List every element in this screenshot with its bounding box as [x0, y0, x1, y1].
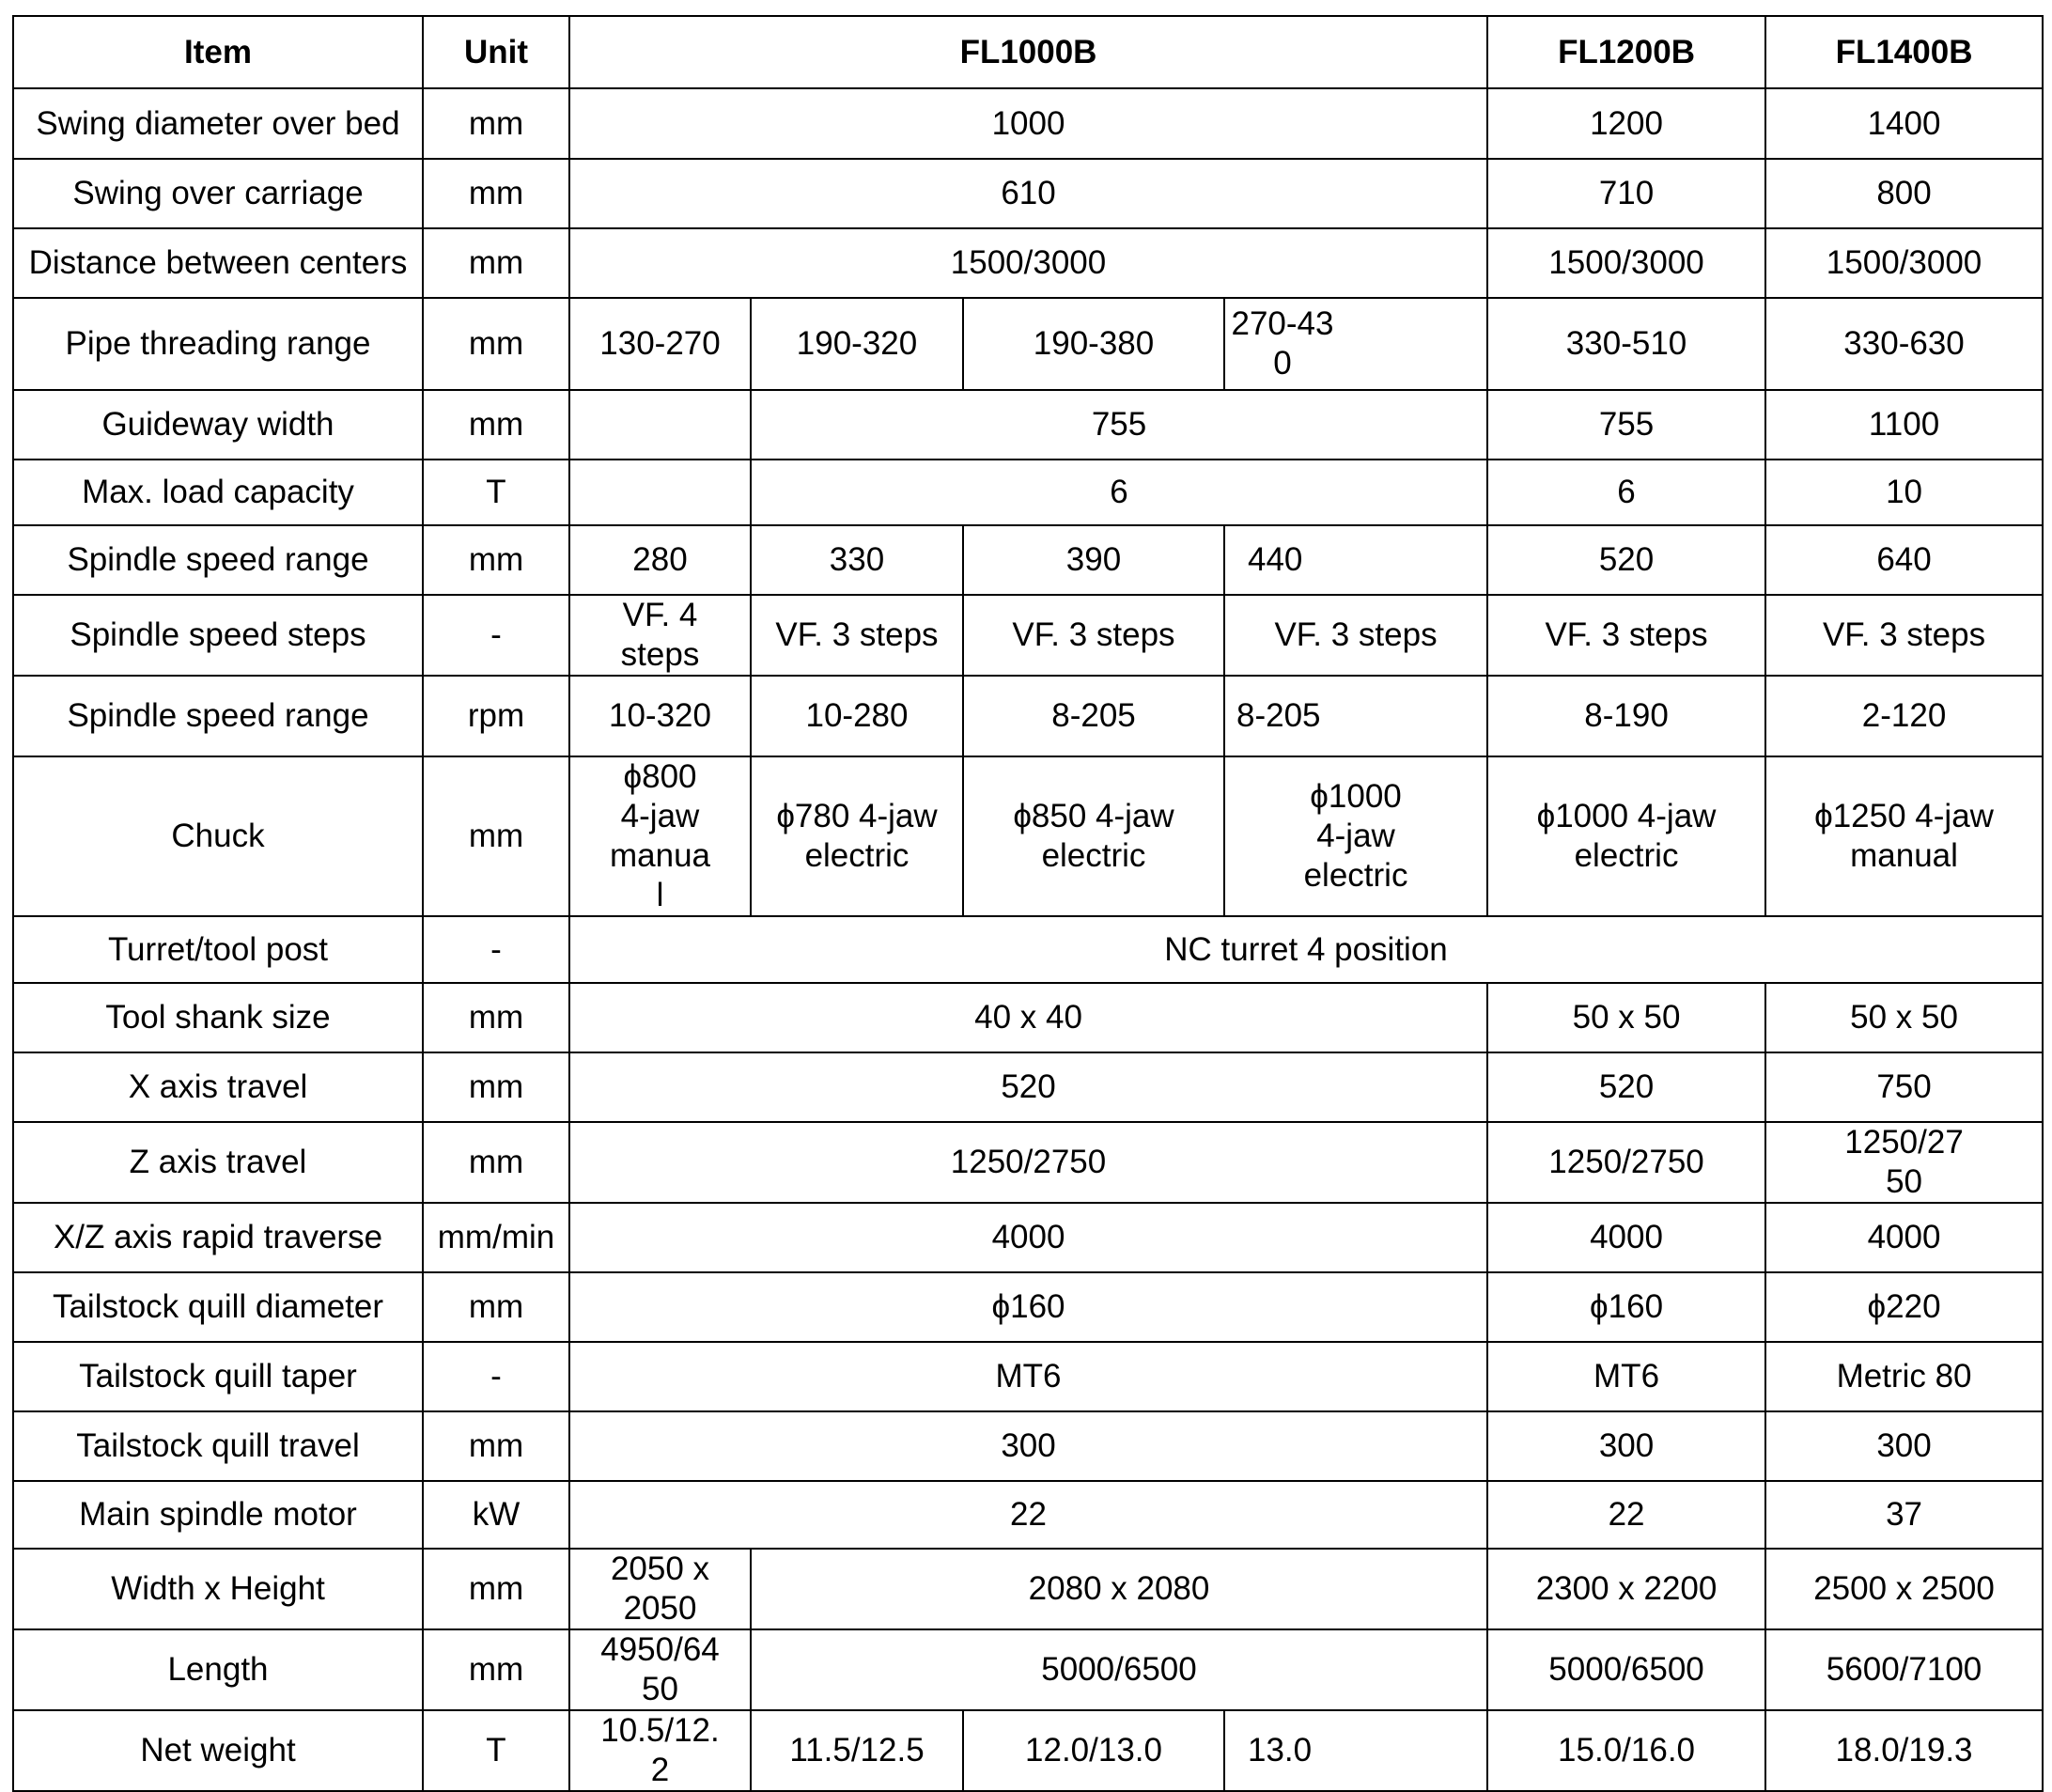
row-item: Turret/tool post: [13, 916, 423, 983]
row-item: Spindle speed range: [13, 525, 423, 595]
cell-fl1000b-variant-3: VF. 3 steps: [963, 595, 1224, 676]
cell-fl1200b: 520: [1487, 1052, 1765, 1122]
cell-fl1000b-variant-1: [569, 1549, 751, 1629]
row-item: Pipe threading range: [13, 298, 423, 390]
row-item: X axis travel: [13, 1052, 423, 1122]
row-unit: T: [423, 1710, 569, 1791]
cell-fl1200b: 4000: [1487, 1203, 1765, 1272]
cell-fl1200b: 520: [1487, 525, 1765, 595]
cell-fl1000b-variant-1: [569, 460, 751, 525]
cell-fl1200b: 710: [1487, 159, 1765, 228]
cell-text: ϕ1000 4-jaw electric: [1536, 798, 1717, 874]
cell-text: ϕ850 4-jaw electric: [1013, 798, 1174, 874]
cell-fl1400b: 18.0/19.3: [1765, 1710, 2043, 1791]
cell-fl1400b: 50 x 50: [1765, 983, 2043, 1052]
cell-fl1000b: 4000: [569, 1203, 1487, 1272]
cell-fl1000b-variant-1: 130-270: [569, 298, 751, 390]
row-item: Tailstock quill taper: [13, 1342, 423, 1411]
cell-fl1000b-shared: 6: [751, 460, 1487, 525]
row-item: Tailstock quill diameter: [13, 1272, 423, 1342]
cell-fl1400b: 2500 x 2500: [1765, 1549, 2043, 1629]
cell-fl1000b-variant-4: VF. 3 steps: [1224, 595, 1487, 676]
cell-fl1200b: 755: [1487, 390, 1765, 460]
row-unit: mm: [423, 1122, 569, 1203]
row-unit: mm: [423, 983, 569, 1052]
cell-fl1400b: 330-630: [1765, 298, 2043, 390]
table-row: [13, 1629, 2043, 1710]
cell-fl1000b-variant-3: 8-205: [963, 676, 1224, 756]
row-item: Guideway width: [13, 390, 423, 460]
cell-fl1400b: 750: [1765, 1052, 2043, 1122]
cell-fl1400b: ϕ220: [1765, 1272, 2043, 1342]
row-item: Length: [13, 1629, 423, 1710]
cell-fl1400b: 4000: [1765, 1203, 2043, 1272]
row-unit: mm: [423, 1629, 569, 1710]
cell-fl1200b: 2300 x 2200: [1487, 1549, 1765, 1629]
cell-fl1200b: MT6: [1487, 1342, 1765, 1411]
row-unit: mm: [423, 1272, 569, 1342]
cell-fl1200b: 1500/3000: [1487, 228, 1765, 298]
table-row: [13, 1052, 2043, 1122]
table-row: [13, 390, 2043, 460]
cell-fl1000b-variant-4: [1224, 525, 1487, 595]
row-unit: -: [423, 1342, 569, 1411]
cell-fl1200b: 6: [1487, 460, 1765, 525]
row-unit: mm: [423, 228, 569, 298]
cell-all-models: NC turret 4 position: [569, 916, 2043, 983]
cell-fl1400b: 5600/7100: [1765, 1629, 2043, 1710]
table-row: [13, 525, 2043, 595]
cell-fl1200b: 330-510: [1487, 298, 1765, 390]
table-row: [13, 88, 2043, 159]
cell-text: VF. 4 steps: [620, 597, 700, 673]
cell-fl1000b-variant-1: [569, 1629, 751, 1710]
spec-table: [12, 15, 2044, 1792]
row-item: Spindle speed steps: [13, 595, 423, 676]
cell-fl1200b: 300: [1487, 1411, 1765, 1481]
cell-fl1400b: 800: [1765, 159, 2043, 228]
cell-fl1200b: 5000/6500: [1487, 1629, 1765, 1710]
cell-fl1000b: 1500/3000: [569, 228, 1487, 298]
row-item: Swing diameter over bed: [13, 88, 423, 159]
cell-fl1400b: 1100: [1765, 390, 2043, 460]
cell-fl1000b-variant-2: [751, 756, 963, 916]
table-row: [13, 595, 2043, 676]
table-row: [13, 1411, 2043, 1481]
cell-fl1000b-variant-4: [1224, 756, 1487, 916]
row-unit: -: [423, 916, 569, 983]
row-unit: mm: [423, 298, 569, 390]
row-unit: mm: [423, 1549, 569, 1629]
row-item: Spindle speed range: [13, 676, 423, 756]
row-unit: rpm: [423, 676, 569, 756]
cell-fl1000b-shared: 755: [751, 390, 1487, 460]
cell-fl1200b: 1250/2750: [1487, 1122, 1765, 1203]
cell-fl1000b-variant-3: 390: [963, 525, 1224, 595]
table-row: [13, 1122, 2043, 1203]
table-row: [13, 228, 2043, 298]
table-row: [13, 916, 2043, 983]
table-row: [13, 676, 2043, 756]
cell-fl1400b: 640: [1765, 525, 2043, 595]
row-item: Max. load capacity: [13, 460, 423, 525]
cell-text: 270-430: [1231, 305, 1334, 382]
row-item: Distance between centers: [13, 228, 423, 298]
cell-fl1200b: 1200: [1487, 88, 1765, 159]
cell-fl1000b-variant-1: [569, 595, 751, 676]
row-item: Z axis travel: [13, 1122, 423, 1203]
cell-fl1400b: Metric 80: [1765, 1342, 2043, 1411]
cell-fl1000b-variant-3: [963, 756, 1224, 916]
row-unit: mm: [423, 1052, 569, 1122]
cell-fl1000b-variant-2: 10-280: [751, 676, 963, 756]
cell-fl1000b-variant-4: [1224, 298, 1487, 390]
table-row: [13, 1272, 2043, 1342]
cell-fl1000b-variant-3: 12.0/13.0: [963, 1710, 1224, 1791]
cell-fl1000b-shared: 5000/6500: [751, 1629, 1487, 1710]
cell-fl1000b-shared: 2080 x 2080: [751, 1549, 1487, 1629]
cell-fl1200b: ϕ160: [1487, 1272, 1765, 1342]
table-row: [13, 1710, 2043, 1791]
cell-fl1200b: 15.0/16.0: [1487, 1710, 1765, 1791]
cell-fl1000b: 520: [569, 1052, 1487, 1122]
row-item: Main spindle motor: [13, 1481, 423, 1549]
cell-text: 10.5/12.2: [600, 1712, 720, 1788]
table-row: [13, 1342, 2043, 1411]
cell-fl1400b: 300: [1765, 1411, 2043, 1481]
cell-fl1000b-variant-1: 10-320: [569, 676, 751, 756]
cell-fl1400b: 10: [1765, 460, 2043, 525]
cell-fl1000b: 300: [569, 1411, 1487, 1481]
cell-fl1000b: 1000: [569, 88, 1487, 159]
cell-text: ϕ1000 4-jaw electric: [1303, 778, 1408, 894]
cell-fl1200b: 8-190: [1487, 676, 1765, 756]
table-row: [13, 1203, 2043, 1272]
cell-text: 8-205: [1236, 697, 1321, 734]
cell-fl1000b-variant-1: [569, 390, 751, 460]
cell-text: ϕ800 4-jaw manual: [609, 758, 711, 913]
table-row: [13, 159, 2043, 228]
table-row: [13, 460, 2043, 525]
cell-text: 1250/2750: [1844, 1124, 1964, 1200]
table-row: [13, 298, 2043, 390]
row-unit: T: [423, 460, 569, 525]
cell-fl1200b: [1487, 756, 1765, 916]
row-item: Net weight: [13, 1710, 423, 1791]
table-row: [13, 1481, 2043, 1549]
cell-text: 440: [1248, 541, 1303, 578]
row-unit: mm: [423, 88, 569, 159]
row-unit: mm: [423, 159, 569, 228]
cell-text: ϕ780 4-jaw electric: [776, 798, 938, 874]
cell-fl1000b-variant-4: [1224, 676, 1487, 756]
table-row: [13, 1549, 2043, 1629]
row-item: Width x Height: [13, 1549, 423, 1629]
cell-fl1400b: 1400: [1765, 88, 2043, 159]
cell-fl1400b: VF. 3 steps: [1765, 595, 2043, 676]
cell-fl1400b: 1500/3000: [1765, 228, 2043, 298]
cell-fl1000b-variant-2: 190-320: [751, 298, 963, 390]
cell-fl1000b: 1250/2750: [569, 1122, 1487, 1203]
cell-fl1000b-variant-2: VF. 3 steps: [751, 595, 963, 676]
row-unit: mm: [423, 390, 569, 460]
row-item: X/Z axis rapid traverse: [13, 1203, 423, 1272]
header-model-fl1000b: FL1000B: [569, 16, 1487, 88]
row-unit: mm: [423, 525, 569, 595]
cell-fl1400b: 37: [1765, 1481, 2043, 1549]
cell-fl1000b-variant-2: 11.5/12.5: [751, 1710, 963, 1791]
cell-fl1000b-variant-2: 330: [751, 525, 963, 595]
row-unit: mm: [423, 1411, 569, 1481]
cell-fl1000b: 610: [569, 159, 1487, 228]
row-item: Tailstock quill travel: [13, 1411, 423, 1481]
header-model-fl1400b: FL1400B: [1765, 16, 2043, 88]
cell-text: 2050 x 2050: [610, 1550, 710, 1627]
cell-fl1000b: MT6: [569, 1342, 1487, 1411]
cell-fl1000b: 22: [569, 1481, 1487, 1549]
row-unit: -: [423, 595, 569, 676]
cell-fl1000b-variant-4: [1224, 1710, 1487, 1791]
table-row: [13, 756, 2043, 916]
cell-text: 4950/6450: [600, 1631, 720, 1707]
row-item: Swing over carriage: [13, 159, 423, 228]
cell-text: ϕ1250 4-jaw manual: [1814, 798, 1994, 874]
table-row: [13, 983, 2043, 1052]
cell-fl1400b: 2-120: [1765, 676, 2043, 756]
cell-fl1000b-variant-3: 190-380: [963, 298, 1224, 390]
row-unit: kW: [423, 1481, 569, 1549]
header-model-fl1200b: FL1200B: [1487, 16, 1765, 88]
cell-text: 13.0: [1248, 1732, 1313, 1769]
cell-fl1400b: [1765, 756, 2043, 916]
cell-fl1400b: [1765, 1122, 2043, 1203]
row-item: Chuck: [13, 756, 423, 916]
cell-fl1000b-variant-1: [569, 1710, 751, 1791]
cell-fl1200b: 50 x 50: [1487, 983, 1765, 1052]
row-item: Tool shank size: [13, 983, 423, 1052]
cell-fl1000b: ϕ160: [569, 1272, 1487, 1342]
table-header-row: [13, 16, 2043, 88]
cell-fl1200b: VF. 3 steps: [1487, 595, 1765, 676]
cell-fl1000b: 40 x 40: [569, 983, 1487, 1052]
cell-fl1200b: 22: [1487, 1481, 1765, 1549]
row-unit: mm/min: [423, 1203, 569, 1272]
row-unit: mm: [423, 756, 569, 916]
cell-fl1000b-variant-1: [569, 756, 751, 916]
cell-fl1000b-variant-1: 280: [569, 525, 751, 595]
header-unit: Unit: [423, 16, 569, 88]
header-item: Item: [13, 16, 423, 88]
